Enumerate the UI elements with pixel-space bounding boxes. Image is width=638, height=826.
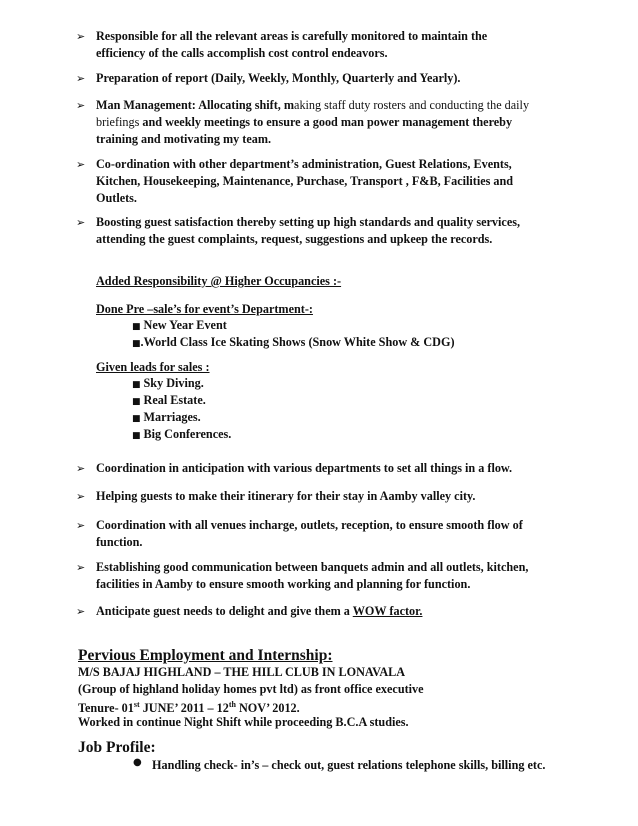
leads-item (132, 392, 206, 411)
duty-bullet (76, 517, 566, 551)
arrow-bullet-icon: ➢ (76, 216, 86, 229)
arrow-bullet-icon: ➢ (76, 462, 86, 475)
leads-item (132, 426, 231, 445)
bullet-line: attending the guest complaints, request, suggestions and upkeep the records. (96, 232, 493, 246)
pre-sales-item (132, 317, 227, 336)
leads-item-text: Real Estate. (143, 393, 206, 407)
previous-employment-heading: Pervious Employment and Internship: (78, 647, 333, 664)
bullet-line: Responsible for all the relevant areas is carefully monitored to maintain the (96, 29, 488, 43)
duty-bullet (76, 559, 566, 593)
round-bullet-icon: ● (133, 757, 142, 768)
arrow-bullet-icon: ➢ (76, 30, 86, 43)
leads-item (132, 375, 204, 394)
bullet-text: Anticipate guest needs to delight and give them a (96, 604, 353, 618)
leads-item (132, 409, 201, 428)
bullet-line: Kitchen, Housekeeping, Maintenance, Purchase, Transport , F&B, Facilities and (96, 174, 514, 188)
bullet-line: Outlets. (96, 191, 137, 205)
square-bullet-icon: ■ (132, 431, 141, 441)
arrow-bullet-icon: ➢ (76, 519, 86, 532)
tenure-sup: th (228, 700, 236, 709)
bullet-line: Coordination with all venues incharge, outlets, reception, to ensure smooth flow of (96, 518, 523, 532)
job-profile-heading: Job Profile: (78, 739, 156, 756)
pre-sales-item (132, 334, 455, 353)
square-bullet-icon: ■ (132, 414, 141, 424)
square-bullet-icon: ■ (132, 397, 141, 407)
company-name: M/S BAJAJ HIGHLAND – THE HILL CLUB IN LONAVALA (78, 665, 406, 679)
bullet-line: function. (96, 535, 143, 549)
arrow-bullet-icon: ➢ (76, 561, 86, 574)
arrow-bullet-icon: ➢ (76, 72, 86, 85)
leads-item-text: Sky Diving. (143, 376, 204, 390)
bullet-line (96, 97, 566, 114)
arrow-bullet-icon: ➢ (76, 158, 86, 171)
pre-sales-heading: Done Pre –sale’s for event’s Department-: (96, 302, 313, 316)
bullet-line: facilities in Aamby to ensure smooth working and planning for function. (96, 577, 471, 591)
bullet-bold-text: Man Management: Allocating shift, m (96, 98, 295, 112)
leads-item-text: Big Conferences. (143, 427, 232, 441)
duty-bullet (76, 156, 566, 207)
duty-bullet (76, 97, 566, 148)
bullet-line: training and motivating my team. (96, 132, 272, 146)
square-bullet-icon: ■ (132, 322, 141, 332)
duty-bullet (76, 460, 566, 477)
leads-item-text: Marriages. (143, 410, 201, 424)
bullet-line: Establishing good communication between banquets admin and all outlets, kitchen, (96, 560, 529, 574)
duty-bullet (76, 70, 566, 87)
tenure-prefix: Tenure- 01 (78, 701, 134, 716)
bullet-line: Co-ordination with other department’s administration, Guest Relations, Events, (96, 157, 512, 171)
duty-bullet (76, 488, 566, 505)
square-bullet-icon: ■ (132, 339, 141, 349)
arrow-bullet-icon: ➢ (76, 490, 86, 503)
bullet-line (96, 603, 566, 620)
arrow-bullet-icon: ➢ (76, 99, 86, 112)
duty-bullet (76, 28, 566, 62)
leads-heading: Given leads for sales : (96, 360, 210, 374)
job-profile-item (0, 757, 638, 775)
arrow-bullet-icon: ➢ (76, 605, 86, 618)
wow-factor-emphasis: WOW factor. (352, 604, 423, 618)
tenure-suffix: NOV’ 2012. (235, 701, 300, 716)
square-bullet-icon: ■ (132, 380, 141, 390)
bullet-line: Coordination in anticipation with various departments to set all things in a flow. (96, 461, 513, 475)
bullet-line: Helping guests to make their itinerary for their stay in Aamby valley city. (96, 489, 476, 503)
study-note: Worked in continue Night Shift while proceeding B.C.A studies. (78, 715, 409, 729)
bullet-line: Preparation of report (Daily, Weekly, Monthly, Quarterly and Yearly). (96, 71, 461, 85)
pre-sales-item-text: .World Class Ice Skating Shows (Snow White Show & CDG) (140, 335, 455, 349)
job-profile-item-text: Handling check- in’s – check out, guest relations telephone skills, billing etc. (152, 758, 546, 772)
bullet-line (96, 114, 566, 131)
added-responsibility-heading: Added Responsibility @ Higher Occupancies :- (96, 274, 342, 288)
bullet-normal-text: briefings (96, 115, 143, 129)
bullet-normal-text: aking staff duty rosters and conducting the daily (294, 98, 530, 112)
bullet-line: efficiency of the calls accomplish cost control endeavors. (96, 46, 388, 60)
bullet-bold-text: and weekly meetings to ensure a good man power management thereby (142, 115, 513, 129)
tenure-mid: JUNE’ 2011 – 12 (139, 701, 229, 716)
tenure-sup: st (133, 700, 140, 709)
bullet-line: Boosting guest satisfaction thereby setting up high standards and quality services, (96, 215, 521, 229)
pre-sales-item-text: New Year Event (143, 318, 227, 332)
role-line: (Group of highland holiday homes pvt ltd) as front office executive (78, 682, 424, 696)
duty-bullet (76, 603, 566, 620)
duty-bullet (76, 214, 566, 248)
